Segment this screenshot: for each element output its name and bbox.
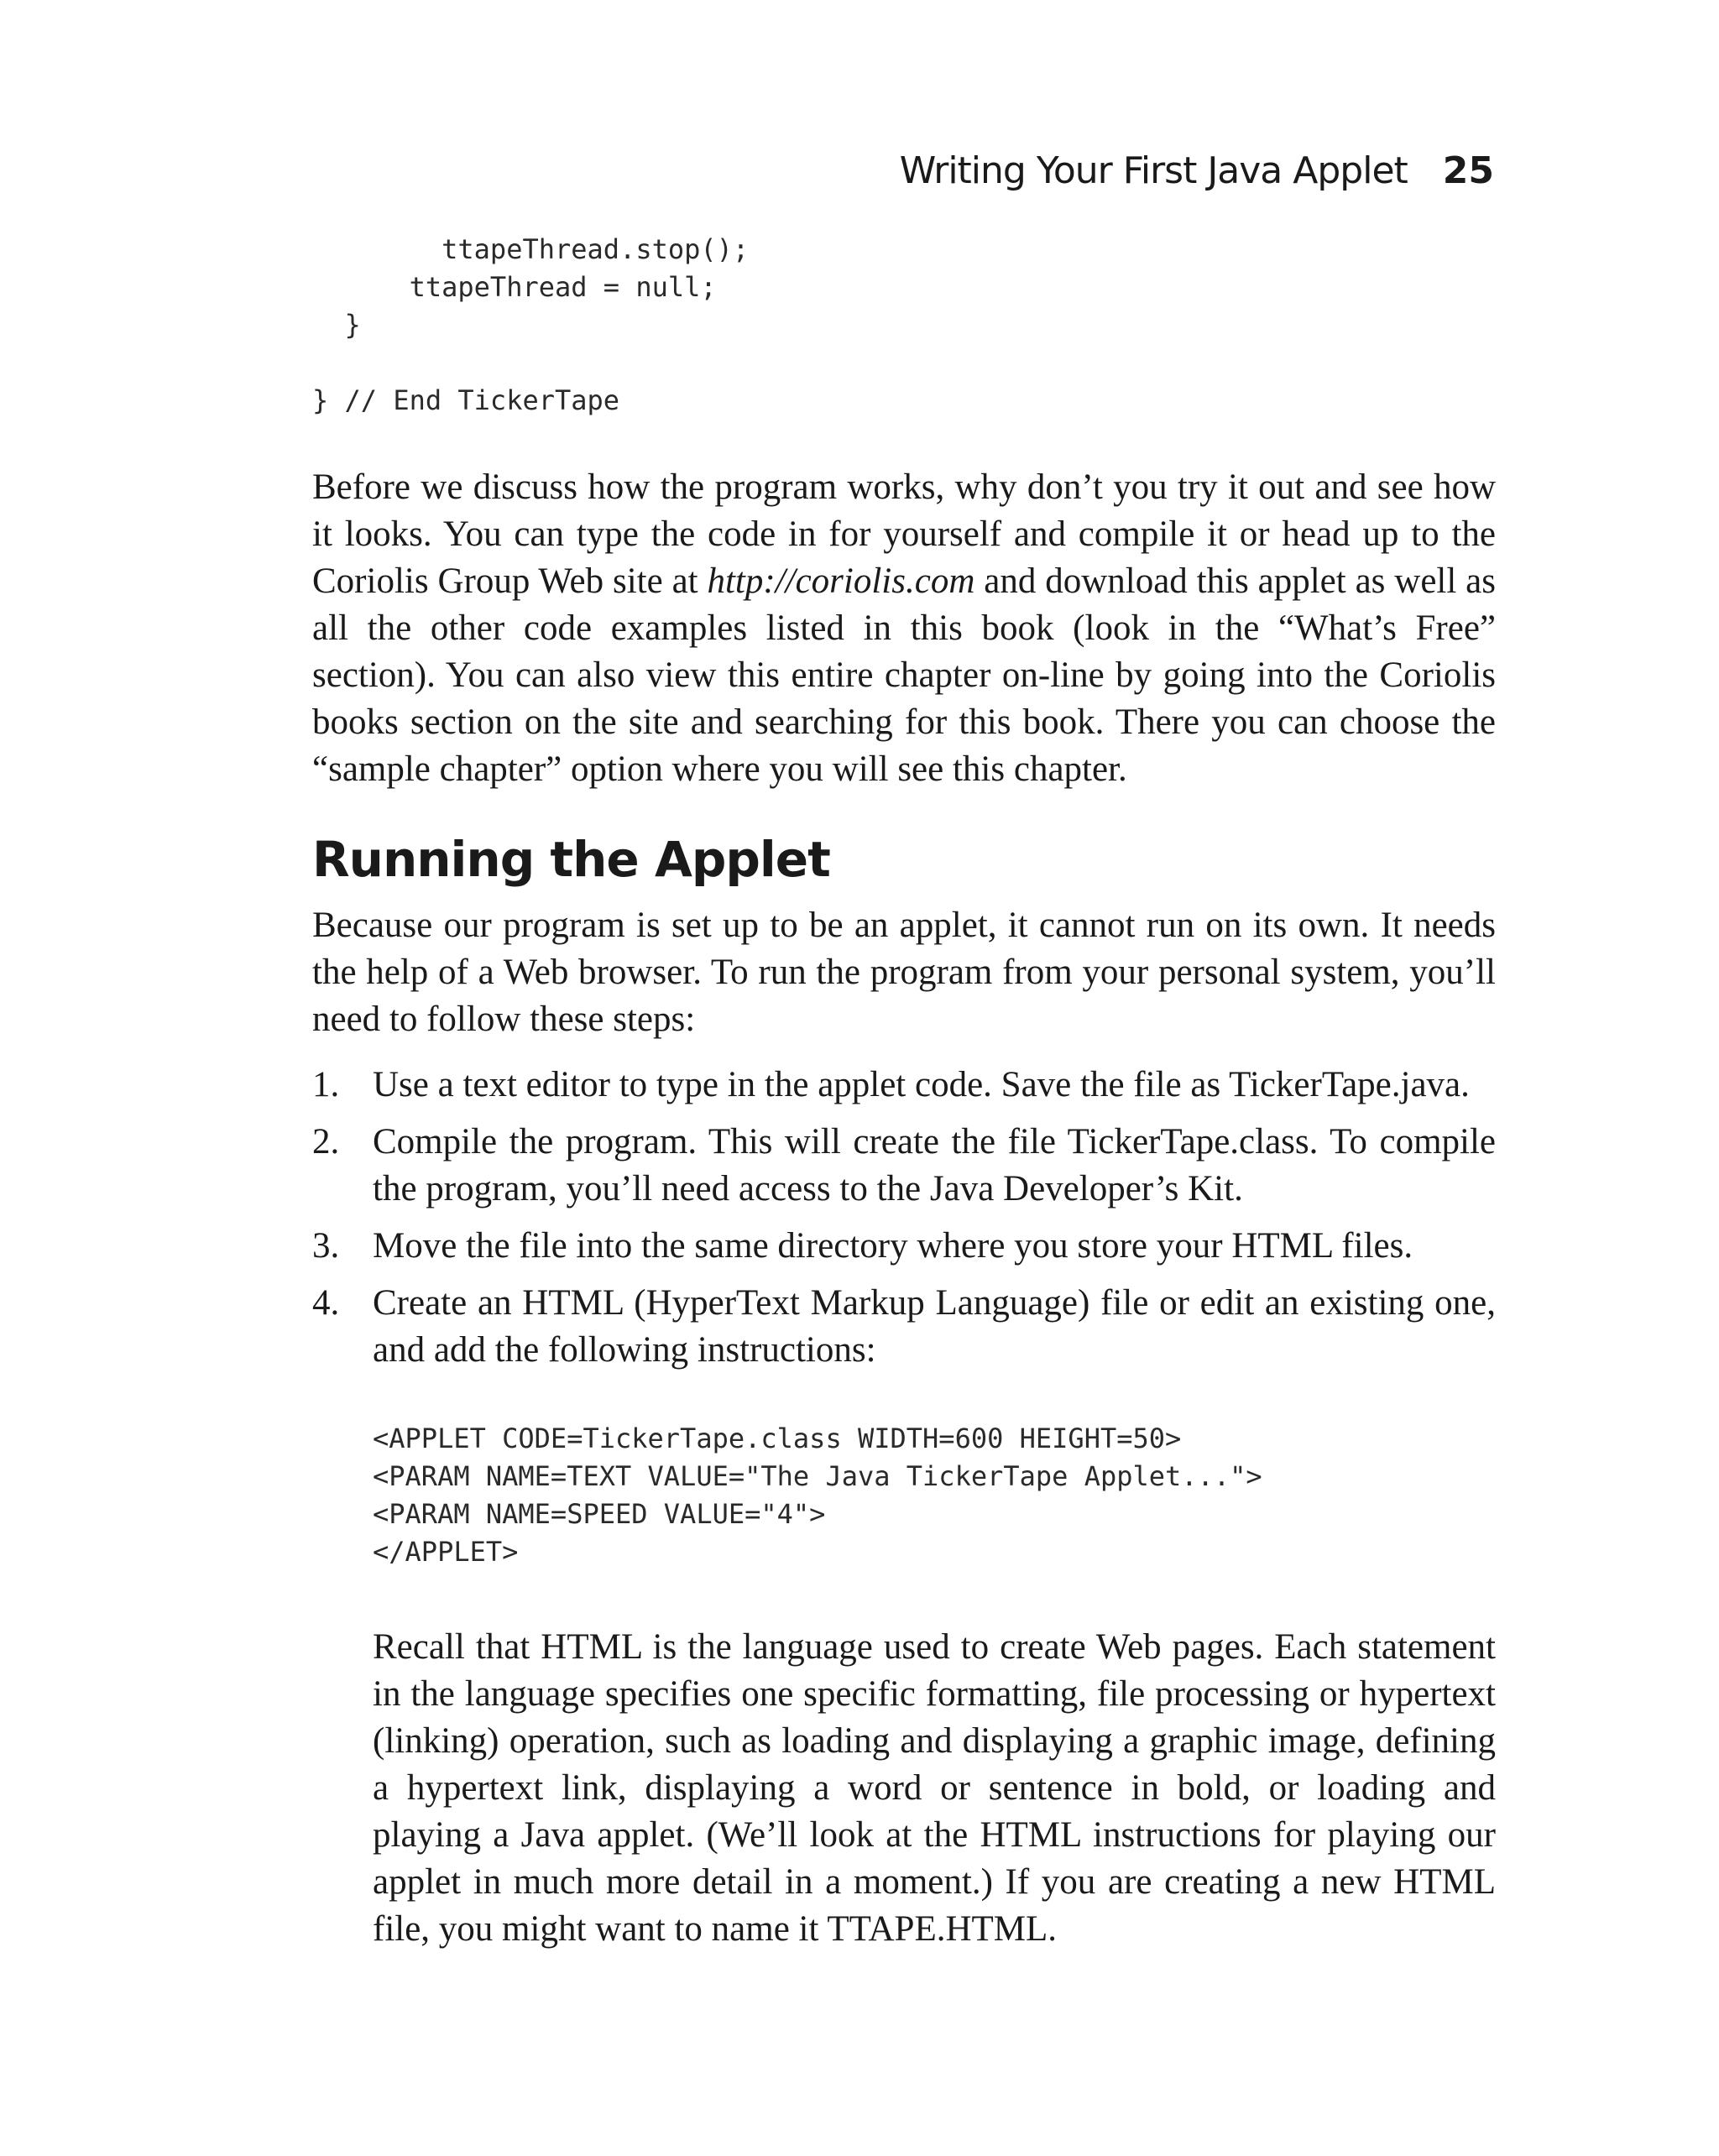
coriolis-link[interactable]: http://coriolis.com	[707, 561, 975, 601]
step-number: 1.	[312, 1065, 340, 1104]
code-blank-line	[312, 344, 749, 382]
code-line: }	[312, 309, 361, 341]
list-item	[312, 1223, 1496, 1270]
step-number: 4.	[312, 1283, 340, 1323]
recall-paragraph: Recall that HTML is the language used to create Web pages. Each statement in the language specifies one specific formatting, file processing or hypertext (linking) operation, such as loading and displaying a graphic image, defining a hypertext link, displaying a word or sentence in bold, or loading and playing a Java applet. (We’ll look at the HTML instructions for playing our applet in much more detail in a moment.) If you are creating a new HTML file, you might want to name it TTAPE.HTML.	[373, 1627, 1496, 1949]
step-text: Compile the program. This will create the file TickerTape.class. To compile the program, you’ll need access to the Java Developer’s Kit.	[373, 1122, 1496, 1209]
step-text: Create an HTML (HyperText Markup Language) file or edit an existing one, and add the following instructions:	[373, 1283, 1496, 1370]
code-line: ttapeThread.stop();	[312, 233, 750, 265]
section-heading: Running the Applet	[312, 831, 830, 888]
section-intro-paragraph: Because our program is set up to be an applet, it cannot run on its own. It needs the help of a Web browser. To run the program from your personal system, you’ll need to follow these steps:	[312, 906, 1496, 1039]
code-line: </APPLET>	[373, 1536, 519, 1568]
page-number: 25	[1442, 149, 1494, 192]
code-line: <APPLET CODE=TickerTape.class WIDTH=600 HEIGHT=50>	[373, 1423, 1182, 1454]
list-item	[312, 1280, 1496, 1374]
step-number: 3.	[312, 1226, 340, 1266]
list-item	[312, 1062, 1496, 1109]
applet-code-block	[373, 1420, 1262, 1571]
code-line: ttapeThread = null;	[312, 271, 717, 303]
running-title: Writing Your First Java Applet	[899, 149, 1408, 192]
code-line: } // End TickerTape	[312, 384, 620, 416]
code-line: <PARAM NAME=SPEED VALUE="4">	[373, 1498, 826, 1530]
step-text: Use a text editor to type in the applet code. Save the file as TickerTape.java.	[373, 1065, 1470, 1104]
step-number: 2.	[312, 1122, 340, 1162]
step-text: Move the file into the same directory where you store your HTML files.	[373, 1226, 1413, 1266]
intro-text-end: and download this applet as well as all the other code examples listed in this book (look in the “What’s Free” section). You can also view this entire chapter on-line by going into the Coriolis books section on the site and searching for this book. There you can choose the “sample chapter” option where you will see this chapter.	[312, 561, 1496, 789]
code-block-top	[312, 231, 749, 420]
code-line: <PARAM NAME=TEXT VALUE="The Java TickerTape Applet...">	[373, 1460, 1262, 1492]
intro-paragraph	[312, 464, 1496, 793]
intro-text-start: Before we discuss how the program works, why don’t you try it out and see how it looks. You can type the code in for yourself and compile it or head up to the Coriolis Group Web site at	[312, 467, 1496, 601]
steps-list	[312, 1062, 1496, 1384]
list-item	[312, 1119, 1496, 1213]
running-header	[839, 149, 1494, 192]
